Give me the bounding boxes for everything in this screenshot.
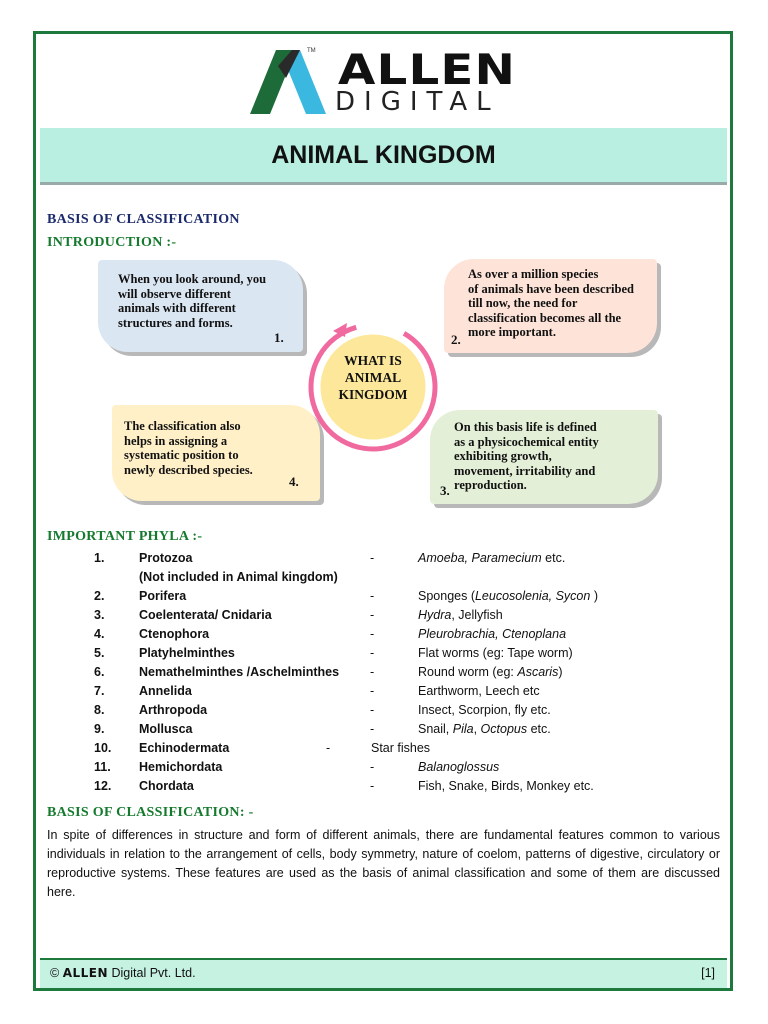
bubble-4-text — [124, 419, 312, 477]
phylum-name: Annelida — [139, 684, 192, 698]
phylum-dash: - — [370, 760, 375, 774]
allen-digital-logo — [250, 45, 520, 117]
phylum-dash: - — [370, 608, 375, 622]
phylum-name: Platyhelminthes — [139, 646, 235, 660]
text-line: more important. — [468, 325, 556, 339]
footer — [40, 958, 727, 988]
phylum-example: Fish, Snake, Birds, Monkey etc. — [418, 779, 594, 793]
copyright-symbol: © — [50, 966, 60, 980]
phylum-name: Porifera — [139, 589, 187, 603]
text-line: The classification also — [124, 419, 241, 433]
phylum-name: Protozoa — [139, 551, 193, 565]
phylum-dash: - — [370, 627, 375, 641]
phylum-number: 9. — [94, 722, 105, 736]
phylum-name: Nemathelminthes /Aschelminthes — [139, 665, 340, 679]
body-paragraph: In spite of differences in structure and form of different animals, there are fundamental features common to various individuals in relation to the arrangement of cells, body symmetry, nature of coelom, patterns of digestive, circulatory or reproductive systems. These features are used as the basis of animal classification and some of them are discussed here. — [47, 828, 720, 899]
phylum-dash: - — [370, 779, 375, 793]
text-line: KINGDOM — [338, 387, 408, 402]
logo-subword: DIGITAL — [335, 87, 500, 117]
bubble-2-number: 2. — [451, 332, 461, 347]
text-line: will observe different — [118, 286, 231, 301]
phylum-number: 11. — [94, 760, 111, 774]
allen-a-icon — [250, 48, 330, 114]
phylum-name: Coelenterata/ Cnidaria — [139, 608, 272, 622]
page-number: [1] — [701, 966, 715, 980]
phylum-dash: - — [370, 589, 375, 603]
phylum-number: 10. — [94, 741, 112, 755]
info-bubble-1 — [98, 260, 303, 352]
text-line: as a physicochemical entity — [454, 434, 599, 449]
phylum-dash: - — [370, 646, 375, 660]
phylum-name: Hemichordata — [139, 760, 223, 774]
phylum-dash: - — [370, 722, 375, 736]
page-title: ANIMAL KINGDOM — [271, 141, 496, 169]
footer-company: Digital Pvt. Ltd. — [108, 966, 196, 980]
phylum-example: Star fishes — [371, 741, 431, 755]
text-line: till now, the need for — [468, 296, 578, 310]
bubble-3-text — [454, 420, 652, 493]
phylum-example: Insect, Scorpion, fly etc. — [418, 703, 551, 717]
phylum-dash: - — [370, 551, 375, 565]
text-line: systematic position to — [124, 448, 239, 462]
text-line: movement, irritability and — [454, 463, 596, 478]
text-line: WHAT IS — [344, 353, 402, 368]
phylum-name: Chordata — [139, 779, 194, 793]
text-line: On this basis life is defined — [454, 420, 597, 434]
text-line: classification becomes all the — [468, 310, 622, 325]
phylum-number: 2. — [94, 589, 105, 603]
phylum-number: 7. — [94, 684, 105, 698]
text-line: animals with different — [118, 301, 236, 315]
phylum-example: Hydra, Jellyfish — [418, 608, 503, 622]
logo-word: ALLEN — [338, 45, 517, 94]
phylum-name: Mollusca — [139, 722, 193, 736]
phylum-dash: - — [370, 684, 375, 698]
phylum-dash: - — [326, 741, 331, 755]
section-heading-basis: BASIS OF CLASSIFICATION — [47, 212, 240, 227]
bubble-3-number: 3. — [440, 483, 450, 498]
bubble-4-number: 4. — [289, 474, 299, 489]
phylum-number: 4. — [94, 627, 105, 641]
text-line: When you look around, you — [118, 272, 267, 286]
info-bubble-3 — [430, 410, 658, 504]
text-line: of animals have been described — [468, 281, 634, 296]
text-line: exhibiting growth, — [454, 449, 552, 463]
phylum-number: 1. — [94, 551, 105, 565]
bubble-1-number: 1. — [274, 330, 284, 345]
phylum-example: Snail, Pila, Octopus etc. — [418, 722, 551, 736]
phylum-example: Amoeba, Paramecium etc. — [418, 551, 566, 565]
phylum-example: Round worm (eg: Ascaris) — [418, 665, 563, 679]
section-heading-phyla: IMPORTANT PHYLA :- — [47, 529, 203, 544]
phylum-example: Sponges (Leucosolenia, Sycon ) — [418, 589, 598, 603]
phylum-number: 8. — [94, 703, 105, 717]
section-heading-introduction: INTRODUCTION :- — [47, 235, 177, 250]
phylum-name: Arthropoda — [139, 703, 208, 717]
text-line: helps in assigning a — [124, 433, 228, 448]
phylum-name: Ctenophora — [139, 627, 210, 641]
section-heading-basis-of-classification: BASIS OF CLASSIFICATION: - — [47, 805, 254, 820]
text-line: ANIMAL — [344, 370, 402, 385]
text-line: reproduction. — [454, 478, 527, 492]
footer-copyright — [50, 966, 196, 980]
text-line: newly described species. — [124, 462, 253, 477]
title-banner — [40, 128, 727, 182]
text-line: structures and forms. — [118, 315, 233, 330]
footer-brand: ALLEN — [62, 966, 109, 980]
bubble-2-text — [468, 267, 651, 340]
bubble-1-text — [118, 272, 293, 330]
phylum-number: 6. — [94, 665, 105, 679]
phylum-number: 3. — [94, 608, 105, 622]
info-bubble-2 — [444, 259, 657, 353]
phylum-example: Pleurobrachia, Ctenoplana — [418, 627, 567, 641]
center-label — [303, 352, 443, 403]
phylum-name: (Not included in Animal kingdom) — [139, 570, 338, 584]
phylum-dash: - — [370, 665, 375, 679]
phylum-example: Earthworm, Leech etc — [418, 684, 540, 698]
trademark-mark: TM — [307, 48, 316, 54]
phylum-name: Echinodermata — [139, 741, 230, 755]
phylum-number: 5. — [94, 646, 105, 660]
phylum-example: Balanoglossus — [418, 760, 500, 774]
phylum-example: Flat worms (eg: Tape worm) — [418, 646, 573, 660]
phylum-number: 12. — [94, 779, 112, 793]
phylum-dash: - — [370, 703, 375, 717]
text-line: As over a million species — [468, 267, 599, 281]
